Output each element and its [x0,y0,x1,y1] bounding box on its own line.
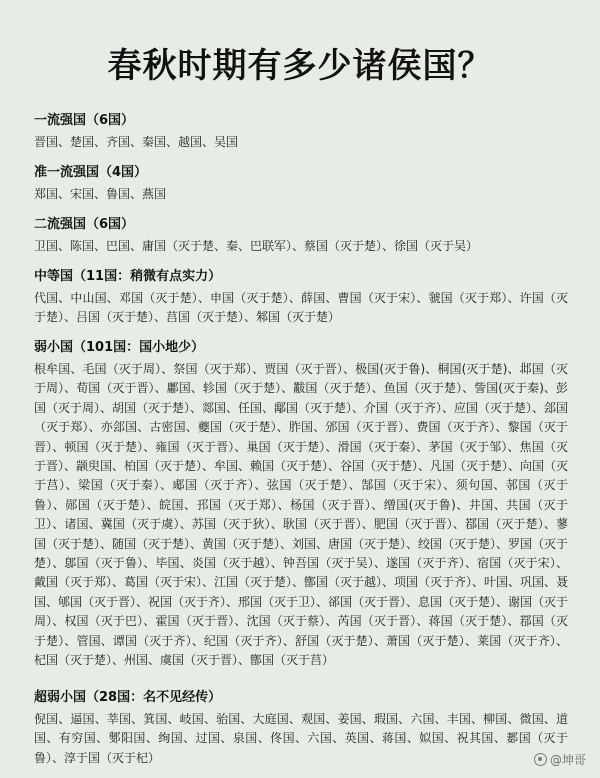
section-weak-states [34,338,568,671]
section-heading: 二流强国（6国） [34,217,135,232]
section-heading: 超弱小国（28国：名不见经传） [34,690,222,705]
section-heading: 弱小国（101国：国小地少） [34,340,205,355]
watermark-text: @坤哥 [549,753,586,767]
section-body: 倪国、逼国、莘国、箕国、岐国、骀国、大庭国、观国、姜国、瑕国、六国、丰国、柳国、微国、道国、有穷国、鄋阳国、绚国、过国、泉国、佟国、六国、英国、蒋国、姒国、祝其国、郪国（灭于鲁）、淳于国（灭于杞） [34,712,568,765]
section-second-class-powers [34,215,568,256]
section-body: 卫国、陈国、巴国、庸国（灭于楚、秦、巴联军）、蔡国（灭于楚）、徐国（灭于吴） [34,239,479,253]
section-body: 代国、中山国、邓国（灭于楚）、申国（灭于楚）、薛国、曹国（灭于宋）、虢国（灭于郑）、许国（灭于楚）、吕国（灭于楚）、莒国（灭于楚）、邾国（灭于楚） [34,291,568,325]
section-body: 晋国、楚国、齐国、秦国、越国、吴国 [34,135,239,149]
page-title: 春秋时期有多少诸侯国？ [107,46,493,86]
section-first-class-powers [34,111,568,152]
watermark [534,751,586,768]
section-very-weak-states [34,688,568,768]
section-heading: 中等国（11国：稍微有点实力） [34,269,222,284]
section-heading: 一流强国（6国） [34,113,135,128]
section-middle-states [34,267,568,328]
section-body: 根牟国、毛国（灭于周）、祭国（灭于郑）、贾国（灭于晋）、极国(灭于鲁)、桐国(灭于楚)、邶国（灭于周）、荀国（灭于晋）、鄘国、轸国（灭于楚）、黻国（灭于楚）、鱼国（灭于楚）、訾国(灭于秦)、彭国（灭于周）、胡国（灭于楚）、郯国、任国、鄅国（灭于楚）、介国（灭于齐）、应国（灭于楚）、郐国（灭于郑）、亦郐国、古密国、夔国（灭于楚）、胙国、邠国（灭于晋）、费国（灭于齐）、黎国（灭于晋）、顿国（灭于楚）、雍国（灭于晋）、巢国（灭于楚）、滑国（灭于秦）、茅国（灭于邹）、焦国（灭于晋）、颛臾国、柏国（灭于楚）、牟国、赖国（灭于楚）、谷国（灭于楚）、凡国（灭于楚）、向国（灭于莒）、梁国（灭于秦）、郕国（灭于齐）、弦国（灭于楚）、郜国（灭于宋）、须句国、邿国（灭于鲁）、郧国（灭于楚）、皖国、邘国（灭于郑）、杨国（灭于晋）、缯国(灭于鲁)、井国、共国（灭于卫）、诸国、冀国（灭于虞）、苏国（灭于狄）、耿国（灭于晋）、肥国（灭于晋）、鄀国（灭于楚）、蓼国（灭于楚）、随国（灭于楚）、黄国（灭于楚）、刘国、唐国（灭于楚）、绞国（灭于楚）、罗国（灭于楚）、鄎国（灭于鲁）、毕国、炎国（灭于越）、钟吾国（灭于吴）、遂国（灭于齐）、宿国（灭于宋）、戴国（灭于郑）、葛国（灭于宋）、江国（灭于楚）、鄫国（灭于越）、项国（灭于齐）、叶国、巩国、聂国、郇国（灭于晋）、祝国（灭于齐）、邢国（灭于卫）、郤国（灭于晋）、息国（灭于楚）、谢国（灭于周）、权国（灭于巴）、霍国（灭于晋）、沈国（灭于蔡）、芮国（灭于晋）、蒋国（灭于楚）、鄀国（灭于楚）、管国、谭国（灭于齐）、纪国（灭于齐）、舒国（灭于楚）、萧国（灭于楚）、莱国（灭于齐）、杞国（灭于楚）、州国、虞国（灭于晋）、鄫国（灭于莒） [34,362,569,668]
section-body: 郑国、宋国、鲁国、燕国 [34,187,167,201]
section-heading: 准一流强国（4国） [34,165,148,180]
weibo-icon [534,753,547,766]
section-near-first-class-powers [34,163,568,204]
